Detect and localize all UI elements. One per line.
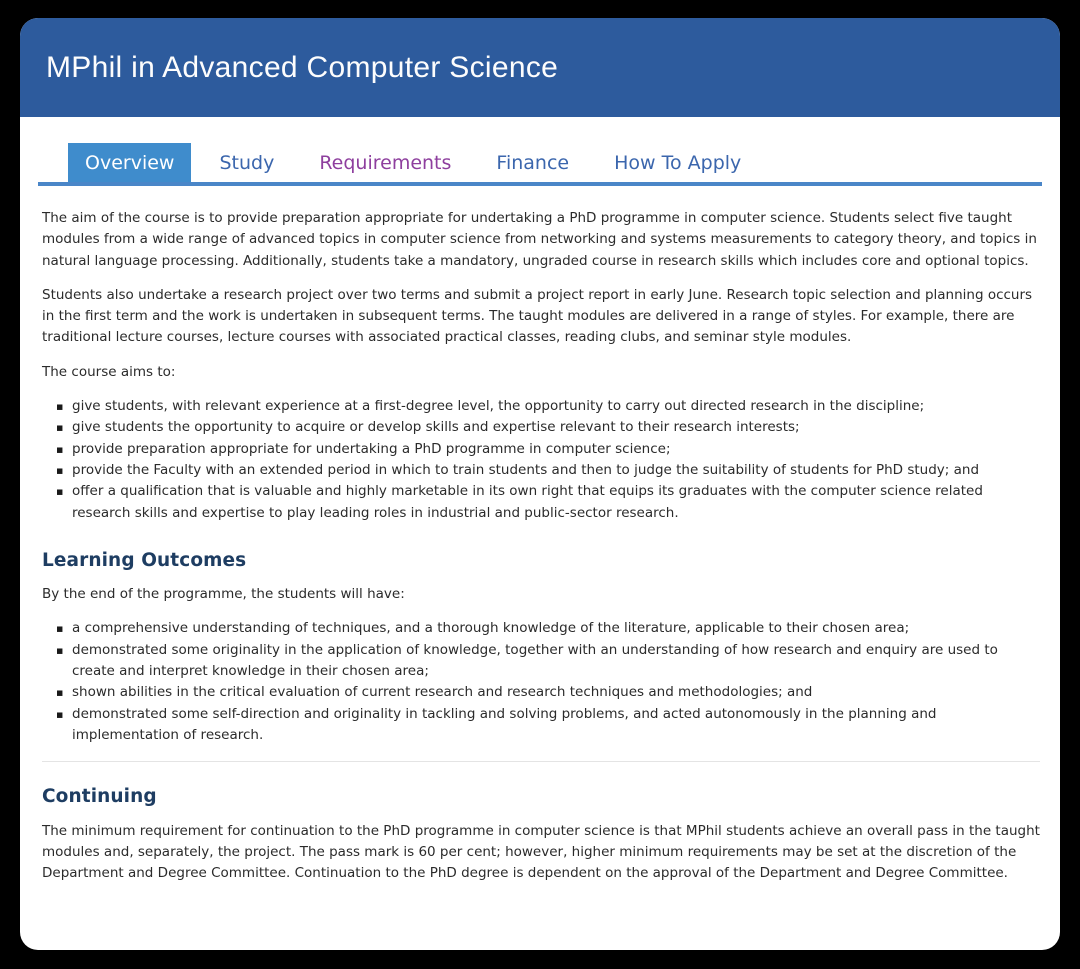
list-item: ▪ a comprehensive understanding of techniques, and a thorough knowledge of the literature, applicable to their chosen area; <box>72 618 1040 639</box>
list-item: ▪ offer a qualification that is valuable and highly marketable in its own right that equips its graduates with the computer science related research skills and expertise to play leading roles in industrial and public-sector research. <box>72 481 1040 524</box>
tab-requirements[interactable]: Requirements <box>319 152 452 174</box>
learning-outcomes-list <box>42 618 1040 746</box>
tab-study[interactable]: Study <box>219 152 275 174</box>
tab-bar <box>38 143 1042 186</box>
list-item: ▪ provide the Faculty with an extended period in which to train students and then to judge the suitability of students for PhD study; and <box>72 460 1040 481</box>
learning-outcomes-heading: Learning Outcomes <box>42 549 247 571</box>
list-item: ▪ provide preparation appropriate for undertaking a PhD programme in computer science; <box>72 439 1040 460</box>
list-item: ▪ give students the opportunity to acquire or develop skills and expertise relevant to their research interests; <box>72 417 1040 438</box>
intro-paragraph-1: The aim of the course is to provide preparation appropriate for undertaking a PhD programme in computer science. Students select five taught modules from a wide range of advanced topics in computer science from networking and systems measurements to category theory, and topics in natural language processing. Additionally, students take a mandatory, ungraded course in research skills which includes core and optional topics. <box>42 210 1037 269</box>
list-item: ▪ give students, with relevant experience at a first-degree level, the opportunity to carry out directed research in the discipline; <box>72 396 1040 417</box>
list-item: ▪ demonstrated some self-direction and originality in tackling and solving problems, and acted autonomously in the planning and implementation of research. <box>72 704 1040 747</box>
continuing-heading: Continuing <box>42 786 157 808</box>
tab-finance[interactable]: Finance <box>496 152 570 174</box>
continuing-paragraph: The minimum requirement for continuation to the PhD programme in computer science is that MPhil students achieve an overall pass in the taught modules and, separately, the project. The pass mark is 60 per cent; however, higher minimum requirements may be set at the discretion of the Department and Degree Committee. Continuation to the PhD degree is dependent on the approval of the Department and Degree Committee. <box>42 822 1040 882</box>
page-title: MPhil in Advanced Computer Science <box>46 50 559 84</box>
learning-outcomes-intro: By the end of the programme, the students will have: <box>42 586 405 603</box>
list-item: ▪ demonstrated some originality in the application of knowledge, together with an understanding of how research and enquiry are used to create and interpret knowledge in their chosen area; <box>72 640 1040 683</box>
list-item: ▪ shown abilities in the critical evaluation of current research and research techniques and methodologies; and <box>72 682 1040 703</box>
section-divider <box>42 761 1040 762</box>
intro-paragraph-2: Students also undertake a research project over two terms and submit a project report in early June. Research topic selection and planning occurs in the first term and the work is undertaken in subsequent terms. The taught modules are delivered in a range of styles. For example, there are traditional lecture courses, lecture courses with associated practical classes, reading clubs, and seminar style modules. <box>42 286 1033 346</box>
tab-overview[interactable]: Overview <box>68 143 191 182</box>
tab-how-to-apply[interactable]: How To Apply <box>614 152 742 174</box>
course-aims-intro: The course aims to: <box>42 363 176 380</box>
course-page-card <box>20 18 1060 950</box>
overview-content <box>20 208 1060 884</box>
page-header <box>20 18 1060 117</box>
course-aims-list <box>42 396 1040 524</box>
